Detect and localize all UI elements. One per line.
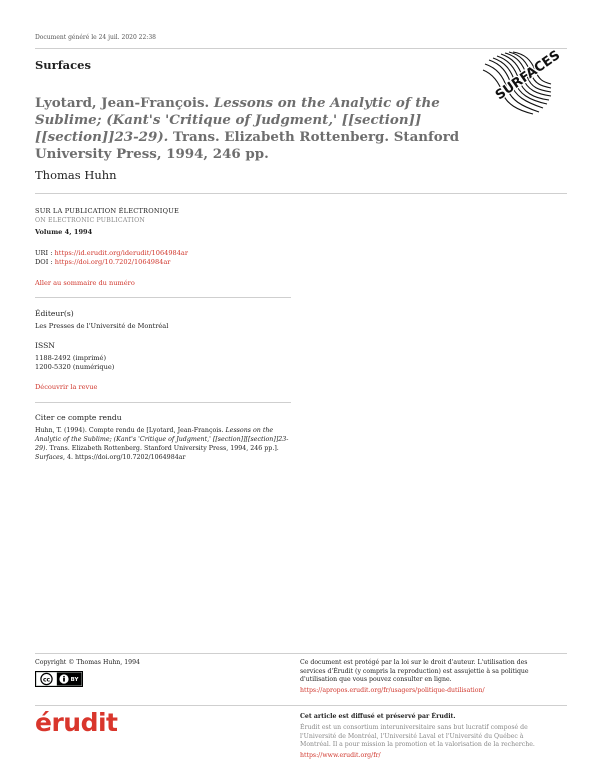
journal-name: Surfaces xyxy=(35,58,91,72)
usage-policy-link[interactable]: https://apropos.erudit.org/fr/usagers/politique-dutilisation/ xyxy=(300,687,485,694)
section-divider-1 xyxy=(35,297,291,298)
rights-text: Ce document est protégé par la loi sur le droit d'auteur. L'utilisation des services d'Érudit (y compris la reproduction) est assujettie à sa politique d'utilisation que vous pouvez consulter en ligne. xyxy=(300,659,529,684)
citation-heading: Citer ce compte rendu xyxy=(35,413,122,422)
erudit-logo: érudit xyxy=(35,708,118,737)
erudit-heading: Cet article est diffusé et préservé par Érudit. xyxy=(300,713,456,720)
top-divider xyxy=(35,48,567,49)
issn-print: 1188-2492 (imprimé) xyxy=(35,354,107,362)
cc-by-label: BY xyxy=(70,677,79,684)
publication-heading: SUR LA PUBLICATION ÉLECTRONIQUE xyxy=(35,207,179,215)
discover-journal-link[interactable]: Découvrir la revue xyxy=(35,383,98,391)
volume-info: Volume 4, 1994 xyxy=(35,228,93,236)
uri-link[interactable]: https://id.erudit.org/iderudit/1064984ar xyxy=(54,249,189,257)
author-name: Thomas Huhn xyxy=(35,168,117,182)
erudit-description: Érudit est un consortium interuniversitaire sans but lucratif composé de l'Université de Montréal, l'Université Laval et l'Université du Québec à Montréal. Il a pour mission la promotion et la valorisation de la recherche. xyxy=(300,724,535,749)
issn-heading: ISSN xyxy=(35,341,55,350)
erudit-link[interactable]: https://www.erudit.org/fr/ xyxy=(300,752,381,759)
summary-link[interactable]: Aller au sommaire du numéro xyxy=(35,279,135,287)
uri-line: URI : https://id.erudit.org/iderudit/1064984ar xyxy=(35,249,189,257)
cc-label: cc xyxy=(42,676,51,684)
surfaces-logo xyxy=(481,47,564,116)
generated-date: Document généré le 24 juil. 2020 22:38 xyxy=(35,34,156,41)
title-divider xyxy=(35,193,567,194)
copyright: Copyright © Thomas Huhn, 1994 xyxy=(35,659,140,666)
publisher-name: Les Presses de l'Université de Montréal xyxy=(35,322,169,330)
logo-wordmark: SURFACES xyxy=(492,47,564,104)
doi-line: DOI : https://doi.org/10.7202/1064984ar xyxy=(35,258,171,266)
article-title: Lyotard, Jean-François. Lessons on the Analytic of the Sublime; (Kant's 'Critique of Judgment,' [[section]][[section]]23-29). Trans. Elizabeth Rottenberg. Stanford University Press, 1994, 246 pp. xyxy=(35,95,460,162)
publication-subheading: ON ELECTRONIC PUBLICATION xyxy=(35,217,146,224)
footer-divider xyxy=(35,653,567,654)
publisher-heading: Éditeur(s) xyxy=(35,309,74,318)
cc-by-license-icon xyxy=(35,671,83,687)
section-divider-2 xyxy=(35,402,291,403)
issn-digital: 1200-5320 (numérique) xyxy=(35,363,115,371)
doi-link[interactable]: https://doi.org/10.7202/1064984ar xyxy=(54,258,171,266)
citation-text: Huhn, T. (1994). Compte rendu de [Lyotard, Jean-François. Lessons on the Analytic of the Sublime; (Kant's 'Critique of Judgment,' [[section]][[section]]23-29). Trans. Elizabeth Rottenberg. Stanford University Press, 1994, 246 pp.]. Surfaces, 4. https://doi.org/10.7202/1064984ar xyxy=(35,427,289,461)
footer-divider-2 xyxy=(35,705,567,706)
